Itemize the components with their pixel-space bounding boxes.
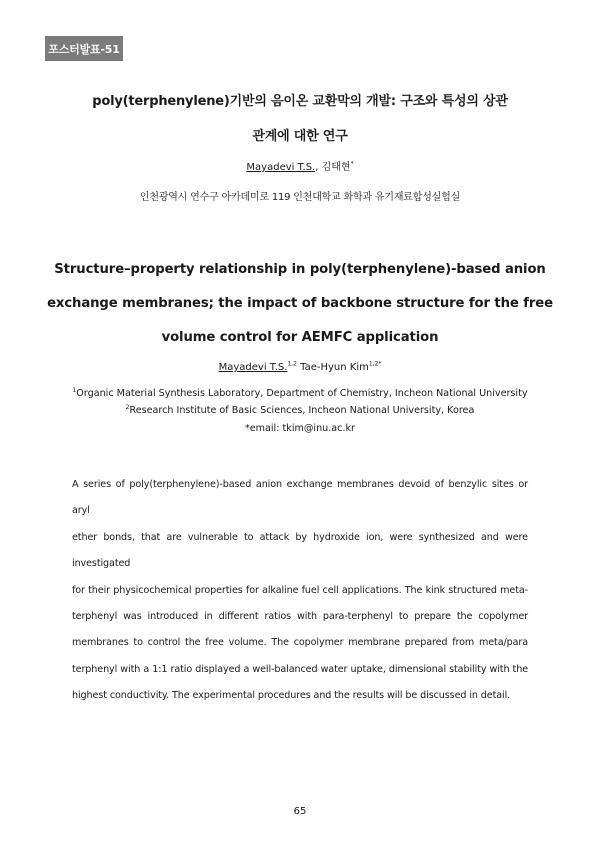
english-title-line-1: Structure–property relationship in poly(terphenylene)-based anion (54, 262, 546, 277)
korean-title-line-2: 관계에 대한 연구 (252, 129, 348, 144)
english-author-2: Tae-Hyun Kim (300, 362, 369, 373)
corresponding-mark: * (350, 160, 354, 168)
english-author-2-affil: 1,2* (368, 360, 382, 368)
affil-2-text: Research Institute of Basic Sciences, Incheon National University, Korea (129, 405, 475, 416)
abstract-line: highest conductivity. The experimental procedures and the results will be discussed in detail. (72, 690, 511, 702)
korean-title-line-1: poly(terphenylene)기반의 음이온 교환막의 개발: 구조와 특성의 상관 (92, 94, 508, 109)
session-badge: 포스터발표-51 (45, 36, 123, 61)
page-number: 65 (293, 806, 307, 817)
english-title-line-2: exchange membranes; the impact of backbone structure for the free (47, 296, 553, 311)
abstract-line: membranes to control the free volume. The copolymer membrane prepared from meta/para (72, 637, 528, 649)
email: *email: tkim@inu.ac.kr (244, 423, 356, 434)
abstract-line: terphenyl was introduced in different ratios with para-terphenyl to prepare the copolymer (72, 611, 528, 623)
korean-affiliation: 인천광역시 연수구 아카데미로 119 인천대학교 화학과 유기재료합성실험실 (139, 192, 461, 203)
english-affiliation-1 (0, 388, 600, 399)
korean-authors (0, 158, 600, 173)
english-title-line-3: volume control for AEMFC application (161, 330, 439, 345)
abstract-line: A series of poly(terphenylene)-based anion exchange membranes devoid of benzylic sites or aryl (72, 479, 528, 517)
english-affiliation-2 (0, 405, 600, 416)
abstract (72, 472, 528, 710)
abstract-line: ether bonds, that are vulnerable to attack by hydroxide ion, were synthesized and were investigated (72, 531, 528, 570)
english-author-1-affil: 1,2 (287, 360, 297, 368)
korean-author-separator: , (315, 162, 322, 173)
korean-author-2: 김태현 (321, 162, 351, 173)
english-author-1: Mayadevi T.S. (218, 362, 288, 373)
affil-2-marker: 2 (125, 403, 130, 411)
english-authors (0, 362, 600, 373)
affil-1-marker: 1 (72, 386, 77, 394)
abstract-line: for their physicochemical properties for alkaline fuel cell applications. The kink structured meta- (72, 584, 528, 596)
affil-1-text: Organic Material Synthesis Laboratory, Department of Chemistry, Incheon National University (76, 388, 528, 399)
abstract-line: terphenyl with a 1:1 ratio displayed a well-balanced water uptake, dimensional stability with the (72, 663, 528, 675)
korean-author-1: Mayadevi T.S. (246, 162, 316, 173)
